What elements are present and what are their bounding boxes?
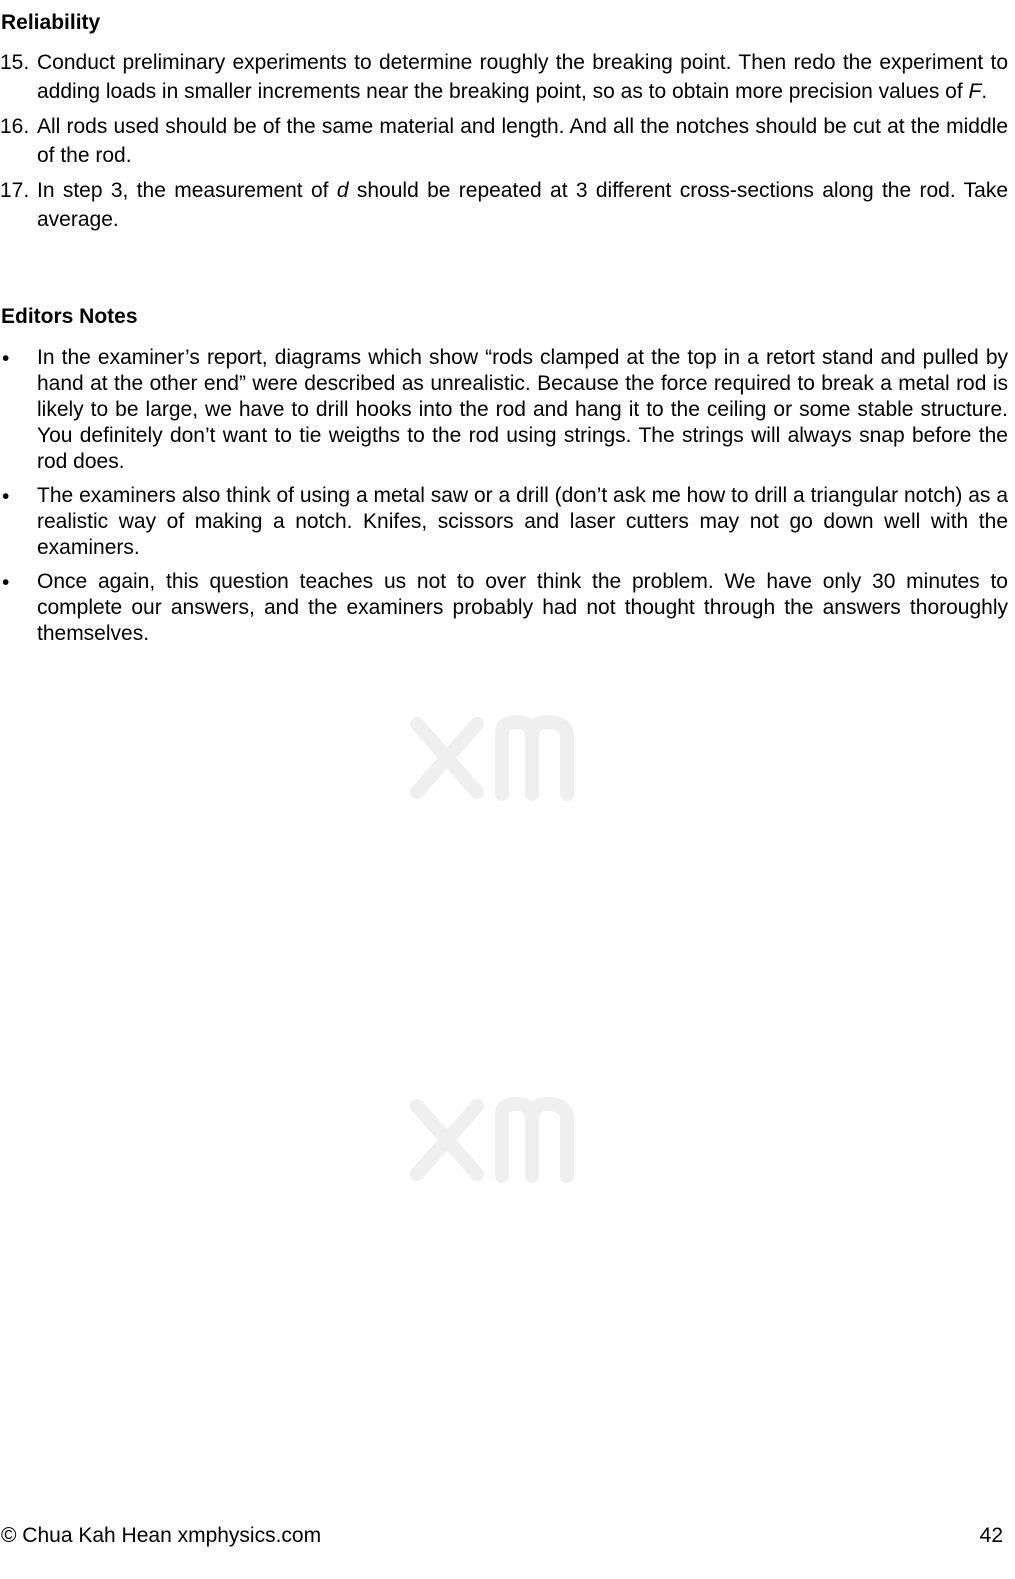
reliability-list: [0, 49, 1008, 241]
item-text: In step 3, the measurement of d should be repeated at 3 different cross-sections along the rod. Take average.: [37, 179, 1008, 231]
bullet-item: [0, 569, 1008, 647]
page-number: 42: [979, 1524, 1003, 1547]
bullet-text: The examiners also think of using a metal saw or a drill (don’t ask me how to drill a triangular notch) as a realistic way of making a notch. Knifes, scissors and laser cutters may not go down well with the examiners.: [37, 484, 1008, 559]
bullet-icon: •: [2, 485, 10, 508]
footer-copyright: © Chua Kah Hean xmphysics.com: [1, 1524, 322, 1547]
list-item: [0, 177, 1008, 234]
item-number: 16.: [0, 115, 30, 138]
editors-notes-list: [0, 345, 1008, 655]
bullet-item: [0, 483, 1008, 561]
list-item: [0, 49, 1008, 106]
item-number: 15.: [0, 51, 30, 74]
item-text: Conduct preliminary experiments to determine roughly the breaking point. Then redo the experiment to adding loads in smaller increments near the breaking point, so as to obtain more precision values of F.: [37, 51, 1008, 103]
variable-d: d: [336, 179, 349, 202]
bullet-icon: •: [2, 347, 10, 370]
bullet-item: [0, 345, 1008, 475]
editors-notes-heading: Editors Notes: [1, 305, 138, 328]
bullet-text: Once again, this question teaches us not to over think the problem. We have only 30 minutes to complete our answers, and the examiners probably had not thought through the answers thoroughly themselves.: [37, 570, 1008, 645]
item-number: 17.: [0, 179, 30, 202]
bullet-text: In the examiner’s report, diagrams which show “rods clamped at the top in a retort stand and pulled by hand at the other end” were described as unrealistic. Because the force required to break a metal rod is likely to be large, we have to drill hooks into the rod and hang it to the ceiling or some stable structure. You definitely don’t want to tie weigths to the rod using strings. The strings will always snap before the rod does.: [37, 346, 1008, 473]
watermark-logo: [407, 712, 593, 802]
watermark-logo: [407, 1094, 593, 1184]
bullet-icon: •: [2, 571, 10, 594]
list-item: [0, 113, 1008, 170]
reliability-heading: Reliability: [1, 11, 101, 34]
item-text: All rods used should be of the same material and length. And all the notches should be cut at the middle of the rod.: [37, 115, 1008, 167]
variable-F: F: [968, 79, 982, 103]
